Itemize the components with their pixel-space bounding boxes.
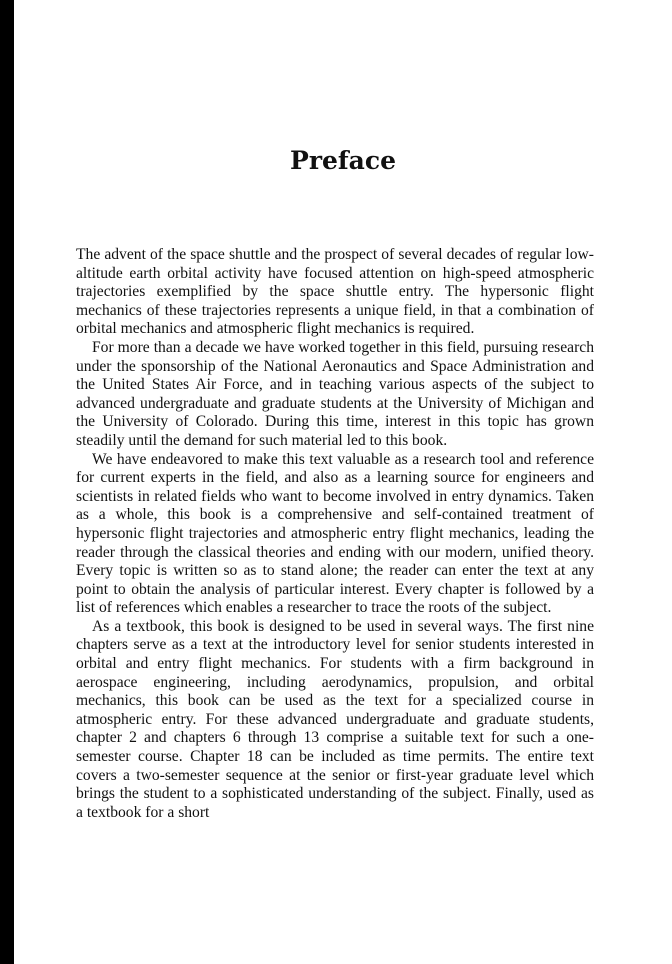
paragraph-1: The advent of the space shuttle and the prospect of several decades of regular low-altitude earth orbital activity have focused attention on high-speed atmospheric trajectories exemplified by the space shuttle entry. The hypersonic flight mechanics of these trajectories represents a unique field, in that a combination of orbital mechanics and atmospheric flight mechanics is required. <box>76 246 594 338</box>
paragraph-2: For more than a decade we have worked together in this field, pursuing research under the sponsorship of the National Aeronautics and Space Administration and the United States Air Force, and in teaching various aspects of the subject to advanced undergraduate and graduate students at the University of Michigan and the University of Colorado. During this time, interest in this topic has grown steadily until the demand for such material led to this book. <box>76 338 594 449</box>
paragraph-4: As a textbook, this book is designed to be used in several ways. The first nine chapters serve as a text at the introductory level for senior students interested in orbital and entry flight mechanics. For students with a firm background in aerospace engineering, including aerodynamics, propulsion, and orbital mechanics, this book can be used as the text for a specialized course in atmospheric entry. For these advanced undergraduate and graduate students, chapter 2 and chapters 6 through 13 comprise a suitable text for such a one-semester course. Chapter 18 can be included as time permits. The entire text covers a two-semester sequence at the senior or first-year graduate level which brings the student to a sophisticated understanding of the subject. Finally, used as a textbook for a short <box>76 617 594 821</box>
preface-body <box>76 246 594 822</box>
book-page <box>14 0 672 964</box>
scan-edge-strip <box>0 0 14 964</box>
paragraph-3: We have endeavored to make this text valuable as a research tool and reference for current experts in the field, and also as a learning source for engineers and scientists in related fields who want to become involved in entry dynamics. Taken as a whole, this book is a comprehensive and self-contained treatment of hypersonic flight trajectories and atmospheric entry flight mechanics, leading the reader through the classical theories and ending with our modern, unified theory. Every topic is written so as to stand alone; the reader can enter the text at any point to obtain the analysis of particular interest. Every chapter is followed by a list of references which enables a researcher to trace the roots of the subject. <box>76 450 594 617</box>
page-title: Preface <box>290 146 396 175</box>
